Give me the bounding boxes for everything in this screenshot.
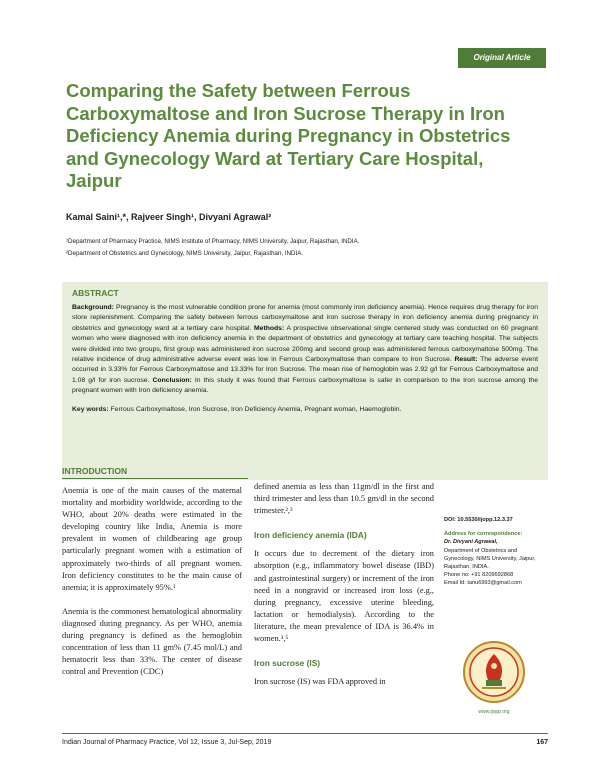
column-left	[62, 485, 242, 690]
intro-paragraph-1: Anemia is one of the main causes of the maternal mortality and morbidity worldwide, according to the WHO, about 20% deaths were estimated in the developing country like India, Anemia is more prevalent in women of childbearing age group particularly pregnant women with a estimation of approximately two-thirds of all pregnant women. Iron deficiency constitutes to be the main cause of anemia; it is approximately 95%.¹	[62, 486, 242, 592]
correspondence-phone: Phone no: +91 8209692868	[444, 572, 514, 579]
abstract-body	[72, 303, 538, 397]
author-list: Kamal Saini¹,*, Rajveer Singh¹, Divyani Agrawal²	[66, 212, 272, 222]
journal-citation: Indian Journal of Pharmacy Practice, Vol 12, Issue 3, Jul-Sep, 2019	[62, 739, 272, 746]
methods-text: A prospective observational single centered study was conducted on 60 pregnant women who were diagnosed with iron deficiency anemia in the department of obstetrics and gynecology at tertiary care teaching hospital. The subjects were divided into two groups, first group was administered iron sucrose 200mg and second group was administered ferrous carboxymaltose 500mg. The relative incidence of drug administrative adverse event was low in Ferrous Carboxymaltose than compare to Iron Sucrose.	[72, 324, 539, 364]
keywords	[72, 405, 538, 415]
background-label: Background:	[72, 304, 114, 311]
correspondence-sidebar	[444, 516, 548, 588]
correspondence-email[interactable]: Email Id: tanu6993@gmail.com	[444, 580, 522, 587]
iron-sucrose-paragraph: Iron sucrose (IS) was FDA approved in	[254, 677, 386, 687]
footer-divider	[62, 733, 548, 734]
correspondence-address: Department of Obstetrics and Gynecology, NIMS University, Jaipur, Rajasthan, INDIA.	[444, 547, 536, 571]
intro-paragraph-2: Anemia is the commonest hematological abnormality diagnosed during pregnancy. As per WHO, anemia during pregnancy is defined as the hemoglobin concentration of less than 11 gm% (7.45 mol/L) and hematocrit less than 33%. The center of disease control and Prevention (CDC)	[62, 606, 242, 677]
keywords-text: Ferrous Carboxymaltose, Iron Sucrose, Iron Deficiency Anemia, Pregnant woman, Haemoglobin.	[110, 405, 402, 413]
correspondence-name: Dr. Divyani Agrawal,	[444, 539, 498, 546]
article-title: Comparing the Safety between Ferrous Carboxymaltose and Iron Sucrose Therapy in Iron Deficiency Anemia during Pregnancy in Obstetrics and Gynecology Ward at Tertiary Care Hospital, Jaipur	[66, 80, 511, 191]
affiliation-1: ¹Department of Pharmacy Practice, NIMS Institute of Pharmacy, NIMS University, Jaipur, Rajasthan, INDIA.	[66, 238, 360, 245]
abstract-heading: ABSTRACT	[72, 288, 119, 298]
journal-website[interactable]: www.ijopp.org	[478, 709, 510, 715]
iron-sucrose-heading: Iron sucrose (IS)	[254, 658, 321, 669]
journal-logo-icon	[462, 640, 526, 704]
article-type-badge	[458, 48, 546, 68]
correspondence-label: Address for correspondence:	[444, 531, 523, 538]
anemia-definition-paragraph: defined anemia as less than 11gm/dl in the first and third trimester and less than 10.5 gm/dl in the second trimester.²,³	[254, 482, 434, 516]
introduction-heading: INTRODUCTION	[62, 466, 248, 479]
conclusion-text: In this study it was found that Ferrous carboxymaltose is safer in comparison to the Iron sucrose among the pregnant women with Iron deficiency anemia.	[72, 376, 538, 395]
affiliation-2: ²Department of Obstetrics and Gynecology, NIMS University, Jaipur, Rajasthan, INDIA.	[66, 250, 304, 257]
doi-link[interactable]: DOI: 10.5530/ijopp.12.3.37	[444, 517, 513, 523]
conclusion-label: Conclusion:	[152, 376, 192, 384]
ida-heading: Iron deficiency anemia (IDA)	[254, 530, 367, 541]
abstract-box	[62, 282, 548, 480]
column-middle	[254, 481, 434, 700]
result-text: The adverse event occurred in 3.33% for Ferrous Carboxymaltose and 13.33% for Iron Sucrose. The mean rise of hemoglobin was 2.92 g/l for Ferrous Carboxymaltose and 1.08 g/l for iron sucrose.	[72, 356, 539, 384]
ida-paragraph: It occurs due to decrement of the dietary iron absorption (e.g., inflammatory bowel disease (IBD) and gastrointestinal surgery) or increment of the iron need in a nongravid or increased iron loss (e.g., during pregnancy, excessive uterine bleeding, lactation or hemodialysis). According to the literature, the mean prevalence of IDA is 36.4% in women.³,⁵	[254, 549, 434, 644]
keywords-label: Key words:	[72, 405, 109, 413]
methods-label: Methods:	[254, 324, 285, 332]
page-number: 167	[536, 739, 548, 746]
result-label: Result:	[454, 356, 478, 364]
background-text: Pregnancy is the most vulnerable condition prone for anemia (most commonly iron deficiency anemia). Hence requires drug therapy for iron store replenishment. Comparing the safety between ferrous carboxymaltose and iron sucrose therapy in iron deficiency anemia during pregnancy in obstetrics and gynecology ward at a tertiary care hospital.	[72, 304, 538, 332]
page-footer	[62, 739, 548, 746]
article-type-label: Original Article	[473, 53, 531, 62]
